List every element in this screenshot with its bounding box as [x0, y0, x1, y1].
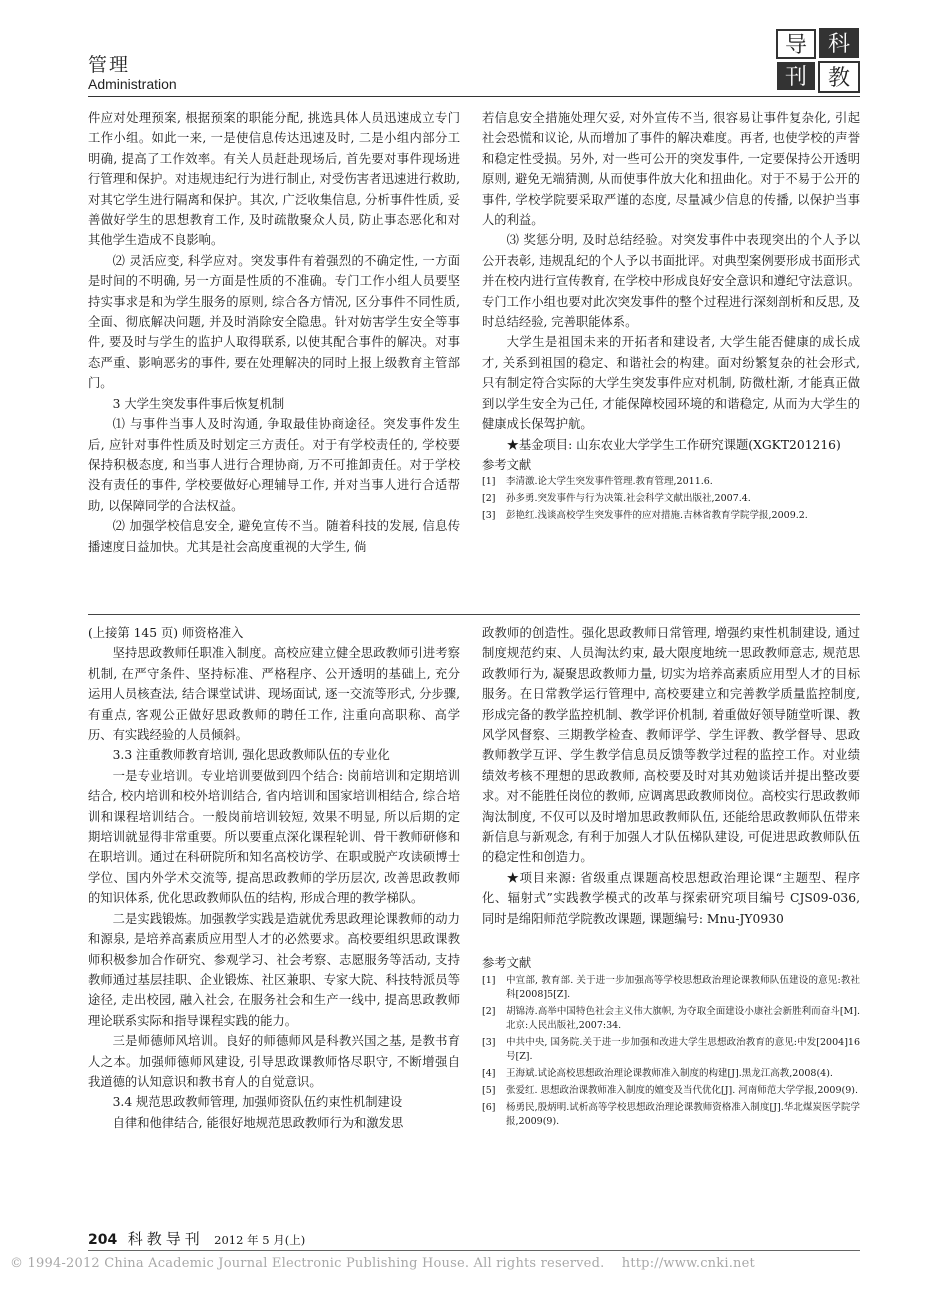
reference-item: [5] 张爱红. 思想政治课教师准入制度的嬗变及当代优化[J]. 河南师范大学学报,2009(9).: [482, 1084, 858, 1096]
section-heading: 3.4 规范思政教师管理, 加强师资队伍约束性机制建设: [112, 1095, 403, 1110]
footer-rule: [88, 1250, 860, 1251]
journal-logo: [775, 26, 863, 94]
paragraph: 件应对处理预案, 根据预案的职能分配, 挑选具体人员迅速成立专门工作小组。如此一来, 一是使信息传达迅速及时, 二是小组内部分工明确, 提高了工作效率。有关人员赶赴现场后, 首先要对事件现场进行管理和保护。对违规违纪行为进行制止, 对受伤害者迅速进行救助, 对其它学生进行隔离和保护。其次, 广泛收集信息, 分析事件性质, 妥善做好学生的思想教育工作, 及时疏散聚众人员, 防止事态恶化和对其他学生造成不良影响。: [88, 111, 460, 248]
paragraph: 政教师的创造性。强化思政教师日常管理, 增强约束性机制建设, 通过制度规范约束、人员淘汰约束, 最大限度地统一思政教师意志, 规范思政教师行为, 凝聚思政教师力量, 切实为培养高素质应用型人才的目标服务。在日常教学运行管理中, 高校要建立和完善教学质量监控制度, 形成完备的教学监控机制、教学评价机制, 着重做好领导随堂听课、教风学风督察、三期教学检查、教师评学、学生评教、教学督导、思政教师教学互评、学生教学信息员反馈等教学过程的监控工作。对业绩绩效考核不理想的思政教师, 高校要及时对其劝勉谈话并提出整改要求。对不能胜任岗位的教师, 应调离思政教师岗位。高校实行思政教师淘汰制度, 不仅可以及时增加思政教师队伍, 还能给思政教师队伍带来新信息与新观念, 有利于加强人才队伍梯队建设, 可促进思政教师队伍的稳定性和创造力。: [482, 626, 860, 865]
section-title: 管理: [88, 54, 131, 76]
paragraph: ⑵ 灵活应变, 科学应对。突发事件有着强烈的不确定性, 一方面是时间的不明确, 另一方面是性质的不准确。专门工作小组人员要坚持实事求是和为学生服务的原则, 综合各方情况, 区分事件不同性质, 全面、彻底解决问题, 并及时消除安全隐患。针对妨害学生安全等事件, 要及时与学生的监护人取得联系, 以使其配合事件的解决。对事态严重、影响恶劣的事件, 要在处理解决的同时上报上级教育主管部门。: [88, 253, 460, 391]
reference-item: [1] 中宣部, 教育部. 关于进一步加强高等学校思想政治理论课教师队伍建设的意见:教社科[2008]5[Z].: [482, 974, 860, 1000]
paragraph: 一是专业培训。专业培训要做到四个结合: 岗前培训和定期培训结合, 校内培训和校外培训结合, 省内培训和国家培训相结合, 综合培训和课程培训结合。一般岗前培训较短, 效果不明显, 所以后期的定期培训就显得非常重要。所以要重点深化课程轮训、骨干教师研修和在职培训。通过在科研院所和知名高校访学、在职或脱产攻读硕博士学位、国内外学术交流等, 提高思政教师的学历层次, 改善思政教师的知识体系, 优化思政教师队伍的结构, 形成合理的教学梯队。: [88, 768, 460, 906]
reference-item: [4] 王海斌.试论高校思想政治理论课教师准入制度的构建[J].黑龙江高教,2008(4).: [482, 1067, 833, 1079]
bottom-right-column: [482, 623, 860, 1132]
paragraph: 三是师德师风培训。良好的师德师风是科教兴国之基, 是教书育人之本。加强师德师风建设, 引导思政课教师恪尽职守, 不断增强自我道德的认知意识和教书育人的自觉意识。: [88, 1034, 460, 1089]
section-heading: 3.3 注重教师教育培训, 强化思政教师队伍的专业化: [112, 748, 390, 763]
reference-item: [2] 胡锦涛.高举中国特色社会主义伟大旗帜, 为夺取全面建设小康社会新胜利而奋斗[M].北京:人民出版社,2007:34.: [482, 1005, 860, 1031]
section-heading: 3 大学生突发事件事后恢复机制: [112, 396, 285, 411]
page-number: 204: [88, 1232, 118, 1248]
top-left-column: [88, 108, 460, 557]
references-title: 参考文献: [482, 956, 532, 971]
header-rule: [88, 96, 860, 97]
paragraph: 自律和他律结合, 能很好地规范思政教师行为和激发思: [112, 1115, 404, 1130]
bottom-left-column: [88, 623, 460, 1133]
paragraph: ⑶ 奖惩分明, 及时总结经验。对突发事件中表现突出的个人予以公开表彰, 违规乱纪的个人予以书面批评。对典型案例要形成书面形式并在校内进行宣传教育, 在学校中形成良好安全意识和遵纪守法意识。专门工作小组也要对此次突发事件的整个过程进行深刻剖析和反思, 及时总结经验, 完善职能体系。: [482, 233, 860, 330]
section-subtitle: Administration: [88, 76, 177, 92]
logo-glyph: 刊: [784, 65, 808, 90]
reference-item: [3] 中共中央, 国务院.关于进一步加强和改进大学生思想政治教育的意见:中发[2004]16 号[Z].: [482, 1036, 860, 1062]
logo-glyph: 导: [784, 33, 808, 58]
paragraph: 坚持思政教师任职准入制度。高校应建立健全思政教师引进考察机制, 在严守条件、坚持标准、严格程序、公开透明的基础上, 充分运用人员核查法, 结合课堂试讲、现场面试, 逐一交流等形式, 分步骤, 有重点, 客观公正做好思政教师的聘任工作, 注重向高职称、高学历、有实践经验的人员倾斜。: [88, 646, 460, 743]
paragraph: ⑴ 与事件当事人及时沟通, 争取最佳协商途径。突发事件发生后, 应针对事件性质及时划定三方责任。对于有学校责任的, 学校要保持积极态度, 和当事人进行合理协商, 万不可推卸责任。对于学校没有责任的事件, 学校要做好心理辅导工作, 并对当事人进行合适帮助, 以保障同学的合法权益。: [88, 417, 460, 513]
paragraph: ⑵ 加强学校信息安全, 避免宣传不当。随着科技的发展, 信息传播速度日益加快。尤其是社会高度重视的大学生, 倘: [88, 519, 460, 554]
reference-item: [1] 李清激.论大学生突发事件管理.教育管理,2011.6.: [482, 476, 713, 488]
references-title: 参考文献: [482, 457, 532, 472]
copyright-notice: © 1994-2012 China Academic Journal Electronic Publishing House. All rights reserved. http://www.cnki.net: [10, 1256, 755, 1271]
logo-glyph: 教: [827, 66, 851, 91]
issue-date: 2012 年 5 月(上): [214, 1233, 306, 1247]
paragraph: 二是实践锻炼。加强教学实践是造就优秀思政理论课教师的动力和源泉, 是培养高素质应用型人才的必然要求。高校要组织思政课教师积极参加合作研究、参观学习、社会考察、志愿服务等活动, 支持教师通过基层挂职、企业锻炼、社区兼职、专家大院、科技特派员等途径, 走出校园, 融入社会, 在服务社会和生产一线中, 提高思政教师理论联系实际和指导课程实践的能力。: [88, 911, 460, 1028]
references-list: [482, 475, 860, 523]
funding-note: ★项目来源: 省级重点课题高校思想政治理论课“主题型、程序化、辐射式”实践教学模式的改革与探索研究项目编号 CJS09-036, 同时是绵阳师范学院教改课题, 课题编号: Mnu-JY0930: [482, 870, 860, 926]
reference-item: [2] 孙多勇.突发事件与行为决策.社会科学文献出版社,2007.4.: [482, 493, 751, 505]
page-footer: [88, 1228, 305, 1249]
funding-note: ★基金项目: 山东农业大学学生工作研究课题(XGKT201216): [506, 437, 841, 452]
logo-glyph: 科: [827, 32, 851, 57]
continued-note: (上接第 145 页) 师资格准入: [88, 626, 244, 640]
reference-item: [3] 彭艳红.浅谈高校学生突发事件的应对措施.吉林省教育学院学报,2009.2.: [482, 510, 808, 522]
reference-item: [6] 杨勇民,殷炳明.试析高等学校思想政治理论课教师资格准入制度[J].华北煤炭医学院学报,2009(9).: [482, 1101, 860, 1127]
top-right-column: [482, 108, 860, 526]
references-list: [482, 974, 860, 1129]
article-divider: [88, 614, 860, 615]
paragraph: 若信息安全措施处理欠妥, 对外宣传不当, 很容易让事件复杂化, 引起社会恐慌和议论, 从而增加了事件的解决难度。再者, 也使学校的声誉和稳定性受损。另外, 对一些可公开的突发事件, 一定要保持公开透明原则, 避免无端猜测, 从而使事件放大化和扭曲化。对于不易于公开的事件, 学校学院要采取严谨的态度, 尽量减少信息的传播, 以保护当事人的利益。: [482, 111, 860, 228]
paragraph: 大学生是祖国未来的开拓者和建设者, 大学生能否健康的成长成才, 关系到祖国的稳定、和谐社会的构建。面对纷繁复杂的社会形式, 只有制定符合实际的大学生突发事件应对机制, 防微杜渐, 才能真正做到以学生安全为己任, 才能保障校园环境的和谐稳定, 从而为大学生的健康成长保驾护航。: [482, 335, 860, 432]
journal-name: 科教导刊: [127, 1230, 204, 1248]
